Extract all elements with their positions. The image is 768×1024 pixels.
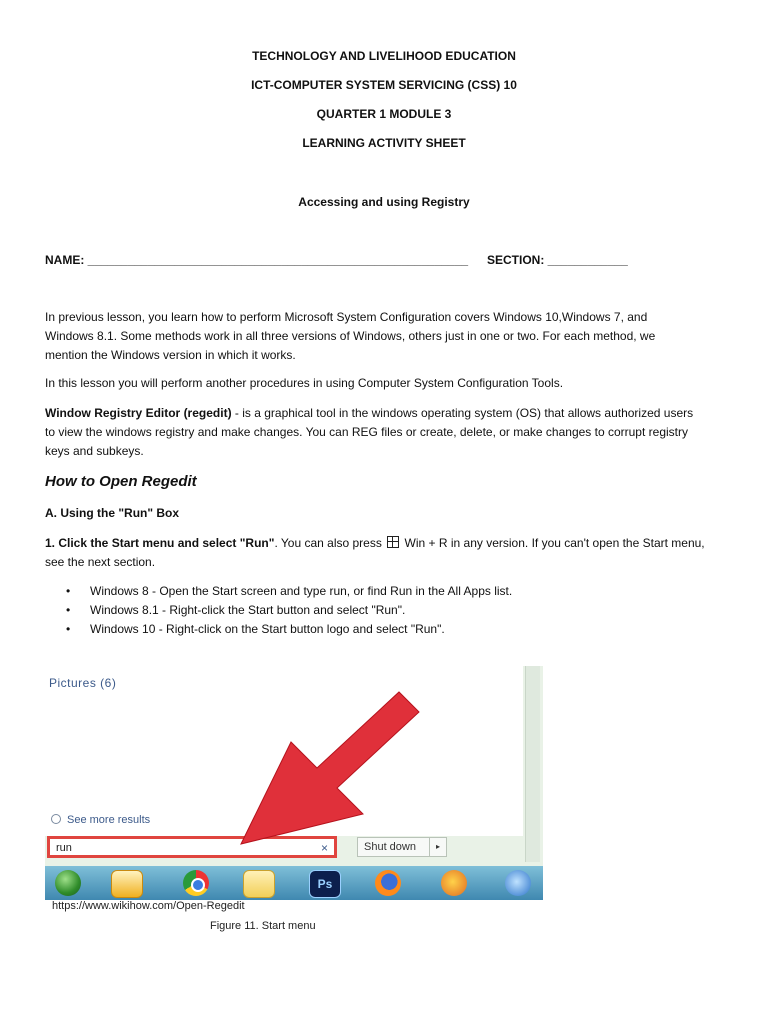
red-arrow-icon [45, 666, 543, 900]
regedit-def-1: - is a graphical tool in the windows operating system (OS) that allows authorized users [231, 406, 694, 420]
step-1-rest-a: . You can also press [274, 536, 386, 550]
header-line-2: ICT-COMPUTER SYSTEM SERVICING (CSS) 10 [251, 78, 517, 92]
bullet-icon: • [66, 584, 71, 598]
clear-icon[interactable]: × [320, 841, 328, 855]
header-line-3: QUARTER 1 MODULE 3 [316, 107, 452, 121]
bullet-icon: • [66, 622, 71, 636]
step-1-bold: 1. Click the Start menu and select "Run" [45, 536, 275, 550]
red-arrow-shape [241, 692, 419, 844]
section-heading: How to Open Regedit [45, 473, 197, 490]
figure-caption: Figure 11. Start menu [210, 920, 316, 932]
search-input-value: run [56, 842, 72, 854]
subheading: A. Using the "Run" Box [45, 506, 180, 520]
chevron-right-icon[interactable]: ▸ [429, 838, 446, 856]
list-item [66, 620, 512, 639]
caption-url: https://www.wikihow.com/Open-Regedit [52, 900, 245, 912]
bullet-text: Windows 8 - Open the Start screen and type run, or find Run in the All Apps list. [90, 584, 513, 598]
step-1-line-2: see the next section. [45, 555, 156, 569]
intro-line-1: In previous lesson, you learn how to perform Microsoft System Configuration covers Windows 10,Windows 7, and [45, 310, 648, 324]
lesson-paragraph: In this lesson you will perform another procedures in using Computer System Configuration Tools. [45, 376, 564, 390]
bullet-text: Windows 10 - Right-click on the Start button logo and select "Run". [90, 622, 445, 636]
intro-line-2: Windows 8.1. Some methods work in all three versions of Windows, others just in one or two. For each method, we [45, 329, 656, 343]
section-field: SECTION: ____________ [487, 253, 628, 267]
regedit-def-2: to view the windows registry and make changes. You can REG files or create, delete, or make changes to corrupt registry [45, 425, 688, 439]
regedit-def-3: keys and subkeys. [45, 444, 144, 458]
intro-paragraph [45, 308, 735, 365]
photoshop-icon[interactable]: Ps [309, 870, 341, 898]
bullet-icon: • [66, 603, 71, 617]
name-field: NAME: _________________________________________________________ [45, 253, 469, 267]
document-title: Accessing and using Registry [298, 195, 470, 209]
list-item [66, 582, 512, 601]
start-menu-screenshot [45, 666, 543, 900]
intro-line-3: mention the Windows version in which it works. [45, 348, 296, 362]
see-more-label: See more results [67, 814, 151, 826]
step-1-rest-b: Win + R in any version. If you can't open the Start menu, [401, 536, 705, 550]
bullet-text: Windows 8.1 - Right-click the Start button and select "Run". [90, 603, 406, 617]
step-1 [45, 534, 735, 572]
shutdown-label: Shut down [364, 841, 416, 853]
bullet-list [66, 582, 512, 639]
regedit-term: Window Registry Editor (regedit) [45, 406, 232, 420]
windows-key-icon [387, 536, 399, 548]
header-line-4: LEARNING ACTIVITY SHEET [302, 136, 466, 150]
header-line-1: TECHNOLOGY AND LIVELIHOOD EDUCATION [252, 49, 516, 63]
regedit-paragraph [45, 404, 735, 461]
list-item [66, 601, 512, 620]
results-group-label: Pictures (6) [49, 676, 117, 690]
